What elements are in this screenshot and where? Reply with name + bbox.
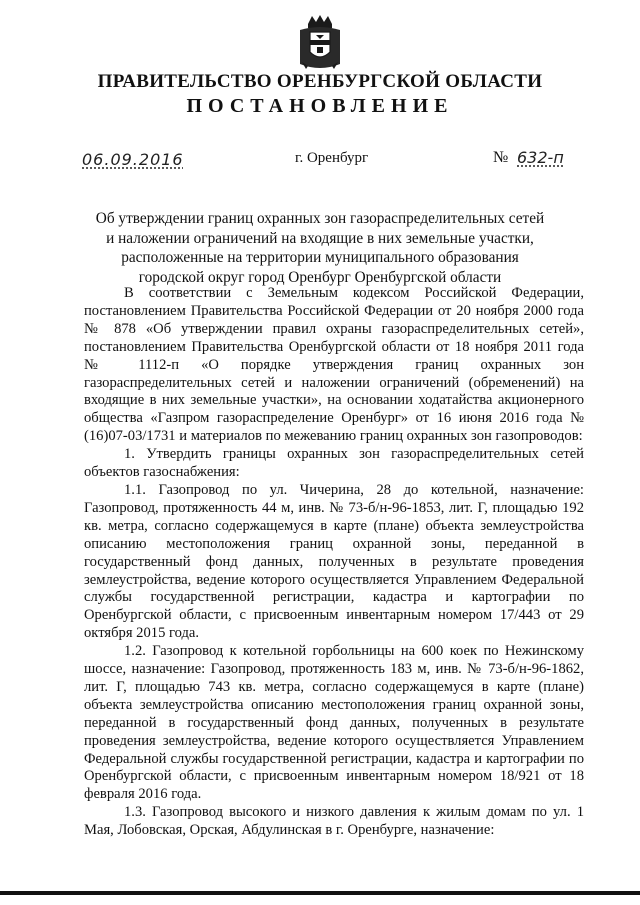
document-body	[84, 285, 584, 840]
document-type: ПОСТАНОВЛЕНИЕ	[186, 95, 454, 117]
clause-1-3: 1.3. Газопровод высокого и низкого давления к жилым домам по ул. 1 Мая, Лобовская, Орская, Абдулинская в г. Оренбурге, назначение:	[84, 804, 584, 839]
subject-line: городской округ город Оренбург Оренбургской области	[138, 268, 502, 286]
coat-of-arms-icon	[296, 14, 344, 70]
document-city: г. Оренбург	[295, 150, 369, 166]
organization-name: ПРАВИТЕЛЬСТВО ОРЕНБУРГСКОЙ ОБЛАСТИ	[97, 71, 543, 92]
document-number-label: №	[493, 149, 509, 166]
clause-1-2: 1.2. Газопровод к котельной горбольницы на 600 коек по Нежинскому шоссе, назначение: Газопровод, протяженность 183 м, инв. № 73-б/н-96-1862, лит. Г, площадью 743 кв. метра, согласно содержащемуся в карте (плане) объекта землеустройства описанию местоположения границ охранной зоны, переданной в государственный фонд данных, полученных в результате проведения землеустройства, ведение которого осуществляется Управлением Федеральной службы государственной регистрации, кадастра и картографии по Оренбургской области, с присвоенным инвентарным номером 18/921 от 18 февраля 2016 года.	[84, 643, 584, 803]
preamble-paragraph: В соответствии с Земельным кодексом Российской Федерации, постановлением Правительства Российской Федерации от 20 ноября 2000 года № 878 «Об утверждении правил охраны газораспределительных сетей», постановлением Правительства Оренбургской области от 18 ноября 2011 года № 1112-п «О порядке утверждения границ охранных зон газораспределительных сетей и наложении ограничений (обременений) на входящие в них земельные участки», на основании ходатайства акционерного общества «Газпром газораспределение Оренбург» от 16 июня 2016 года № (16)07-03/1731 и материалов по межеванию границ охранных зон газопроводов:	[84, 285, 584, 445]
document-date: 06.09.2016	[82, 150, 184, 169]
document-subject	[60, 209, 580, 287]
document-number: 632-п	[517, 148, 564, 167]
clause-1-1: 1.1. Газопровод по ул. Чичерина, 28 до котельной, назначение: Газопровод, протяженность 44 м, инв. № 73-б/н-96-1853, лит. Г, площадью 192 кв. метра, согласно содержащемуся в карте (плане) объекта землеустройства описанию местоположения границ охранной зоны, переданной в государственный фонд данных, полученных в результате проведения землеустройства, ведение которого осуществляется Управлением Федеральной службы государственной регистрации, кадастра и картографии по Оренбургской области, с присвоенным инвентарным номером 17/443 от 29 октября 2015 года.	[84, 481, 584, 642]
page-bottom-rule	[0, 891, 640, 895]
subject-line: Об утверждении границ охранных зон газораспределительных сетей	[95, 210, 545, 227]
clause-1: 1. Утвердить границы охранных зон газораспределительных сетей объектов газоснабжения:	[84, 446, 584, 481]
subject-line: расположенные на территории муниципального образования	[121, 249, 519, 266]
subject-line: и наложении ограничений на входящие в них земельные участки,	[106, 229, 534, 247]
